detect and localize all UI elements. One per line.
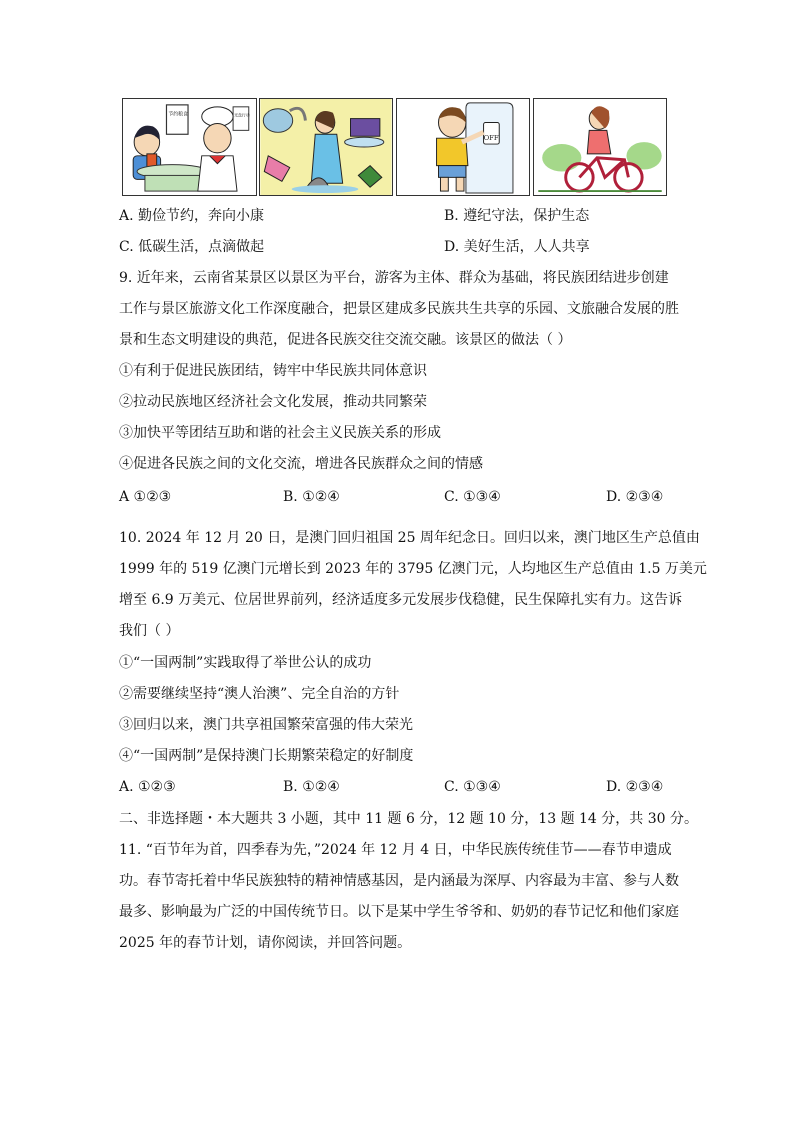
q9-option-c[interactable]: C. ①③④ [444, 489, 501, 505]
q9-stem-line: 景和生态文明建设的典范，促进各民族交往交流交融。该景区的做法（ ） [119, 332, 572, 348]
q9-item: ③加快平等团结互助和谐的社会主义民族关系的形成 [119, 425, 441, 441]
picture-restaurant [122, 98, 257, 196]
q8-option-c[interactable]: C. 低碳生活，点滴做起 [119, 239, 265, 255]
picture-switch [396, 98, 530, 196]
q10-stem-line: 1999 年的 519 亿澳门元增长到 2023 年的 3795 亿澳门元，人均地区生产总值由 1.5 万美元 [119, 561, 707, 577]
q10-item: ③回归以来，澳门共享祖国繁荣富强的伟大荣光 [119, 717, 413, 733]
q11-stem-line: 功。春节寄托着中华民族独特的精神情感基因，是内涵最为深厚、内容最为丰富、参与人数 [119, 873, 679, 889]
q10-stem-line: 10. 2024 年 12 月 20 日，是澳门回归祖国 25 周年纪念日。回归以来，澳门地区生产总值由 [119, 530, 700, 546]
q10-item: ①“一国两制”实践取得了举世公认的成功 [119, 655, 372, 671]
section-two-heading: 二、非选择题・本大题共 3 小题，其中 11 题 6 分，12 题 10 分，13 题 14 分，共 30 分。 [119, 811, 699, 827]
q8-option-b[interactable]: B. 遵纪守法，保护生态 [444, 208, 590, 224]
sign-text: 光盘行动 [234, 112, 250, 118]
restaurant-waiter-icon [123, 99, 256, 195]
q10-stem-line: 增至 6.9 万美元、位居世界前列，经济适度多元发展步伐稳健，民生保障扎实有力。这告诉 [119, 592, 683, 608]
q11-stem-line: 最多、影响最为广泛的中国传统节日。以下是某中学生爷爷和、奶奶的春节记忆和他们家庭 [119, 904, 679, 920]
q10-option-c[interactable]: C. ①③④ [444, 779, 501, 795]
q9-item: ④促进各民族之间的文化交流，增进各民族群众之间的情感 [119, 456, 483, 472]
q10-stem-line: 我们（ ） [119, 623, 180, 639]
water-saving-cleaning-icon [260, 99, 392, 195]
q9-stem-line: 9. 近年来，云南省某景区以景区为平台，游客为主体、群众为基础，将民族团结进步创建 [119, 270, 669, 286]
menu-text: 节约粮食 [168, 111, 188, 118]
q9-item: ①有利于促进民族团结，铸牢中华民族共同体意识 [119, 363, 427, 379]
q11-stem-line: 11. “百节年为首，四季春为先，”2024 年 12 月 4 日，中华民族传统佳节——春节申遗成 [119, 842, 672, 858]
q10-item: ④“一国两制”是保持澳门长期繁荣稳定的好制度 [119, 748, 414, 764]
picture-bicycle [533, 98, 667, 196]
q9-option-d[interactable]: D. ②③④ [606, 489, 664, 505]
switch-off-lights-icon [397, 99, 529, 195]
switch-text: OFF [483, 134, 499, 143]
q9-option-a[interactable]: A ①②③ [119, 489, 172, 505]
q10-item: ②需要继续坚持“澳人治澳”、完全自治的方针 [119, 686, 400, 702]
q10-option-a[interactable]: A. ①②③ [119, 779, 176, 795]
q10-option-b[interactable]: B. ①②④ [283, 779, 340, 795]
q8-option-d[interactable]: D. 美好生活，人人共享 [444, 239, 590, 255]
q8-option-a[interactable]: A. 勤俭节约，奔向小康 [119, 208, 265, 224]
q9-item: ②拉动民族地区经济社会文化发展，推动共同繁荣 [119, 394, 427, 410]
q9-option-b[interactable]: B. ①②④ [283, 489, 340, 505]
bicycle-riding-icon [534, 99, 666, 195]
q9-stem-line: 工作与景区旅游文化工作深度融合，把景区建成多民族共生共享的乐园、文旅融合发展的胜 [119, 301, 679, 317]
q11-stem-line: 2025 年的春节计划，请你阅读，并回答问题。 [119, 935, 412, 951]
picture-cleaning [259, 98, 393, 196]
q10-option-d[interactable]: D. ②③④ [606, 779, 664, 795]
